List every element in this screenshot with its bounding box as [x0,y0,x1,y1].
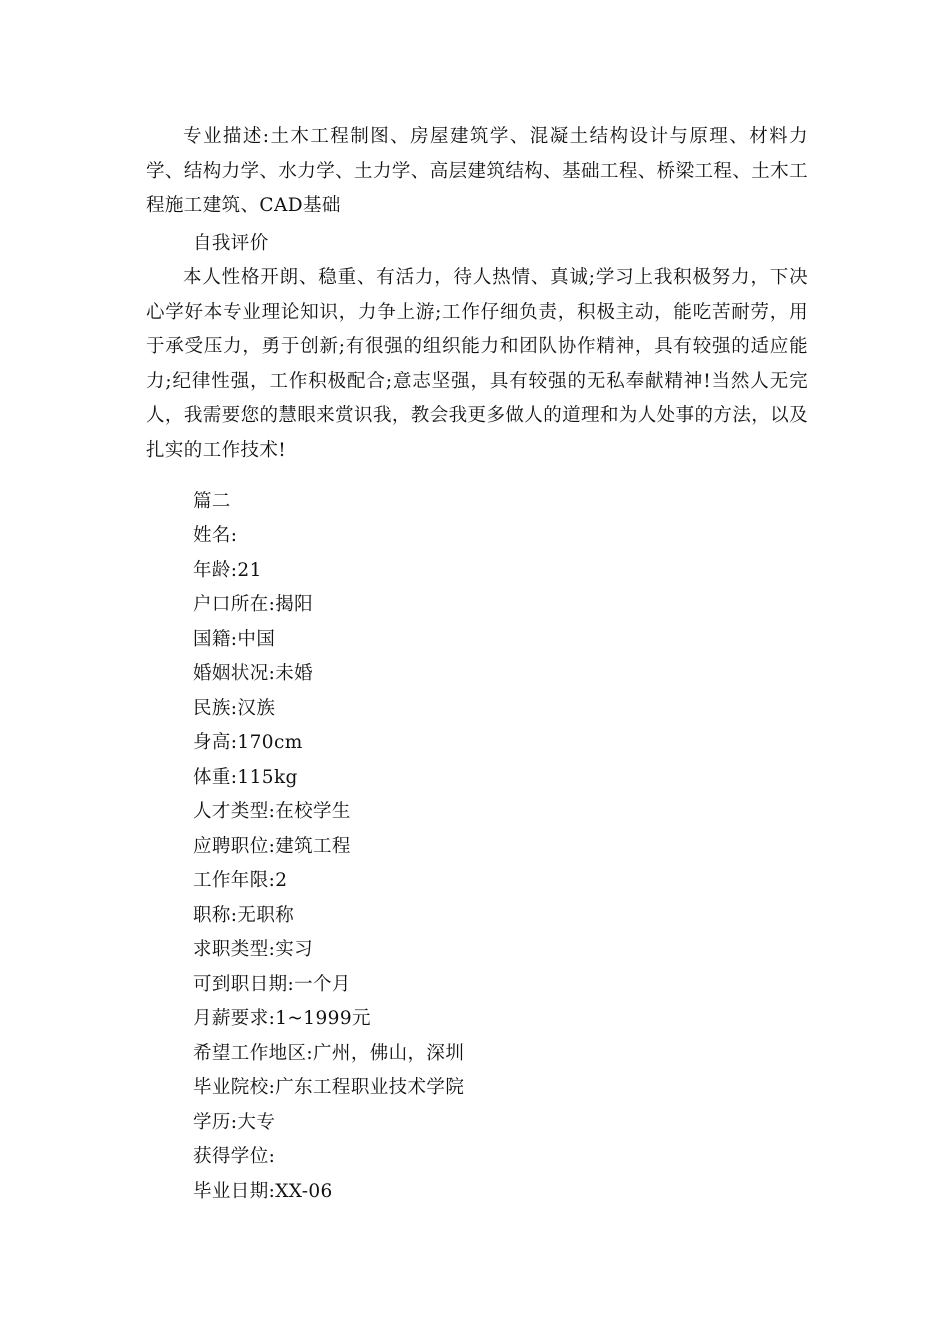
profile-line-age: 年龄:21 [193,560,262,581]
profile-line-name: 姓名: [193,525,238,546]
self-evaluation-heading: 自我评价 [193,233,269,254]
profile-line-degree: 获得学位: [193,1146,276,1167]
profile-line-education: 学历:大专 [193,1112,276,1133]
profile-line-talent-type: 人才类型:在校学生 [193,801,351,822]
profile-line-ethnicity: 民族:汉族 [193,698,276,719]
profile-line-height: 身高:170cm [193,732,303,753]
major-description-block [146,120,808,224]
profile-line-title: 职称:无职称 [193,905,295,926]
self-evaluation-paragraph: 本人性格开朗、稳重、有活力，待人热情、真诚;学习上我积极努力，下决心学好本专业理论知识，力争上游;工作仔细负责，积极主动，能吃苦耐劳，用于承受压力，勇于创新;有很强的组织能力和团队协作精神，具有较强的适应能力;纪律性强，工作积极配合;意志坚强，具有较强的无私奉献精神!当然人无完人，我需要您的慧眼来赏识我，教会我更多做人的道理和为人处事的方法，以及扎实的工作技术! [146,267,808,461]
profile-line-job-type: 求职类型:实习 [193,939,314,960]
part-two-heading: 篇二 [193,491,231,512]
profile-line-weight: 体重:115kg [193,767,298,788]
profile-line-hukou: 户口所在:揭阳 [193,594,314,615]
profile-line-work-area: 希望工作地区:广州，佛山，深圳 [193,1043,465,1064]
profile-line-position: 应聘职位:建筑工程 [193,836,351,857]
profile-line-school: 毕业院校:广东工程职业技术学院 [193,1077,465,1098]
profile-line-salary: 月薪要求:1~1999元 [193,1008,371,1029]
self-evaluation-block [146,261,808,468]
profile-line-nationality: 国籍:中国 [193,629,276,650]
profile-line-graduation-date: 毕业日期:XX-06 [193,1181,333,1202]
major-description-paragraph: 专业描述:土木工程制图、房屋建筑学、混凝土结构设计与原理、材料力学、结构力学、水力学、土力学、高层建筑结构、基础工程、桥梁工程、土木工程施工建筑、CAD基础 [146,126,808,216]
profile-line-work-years: 工作年限:2 [193,870,288,891]
profile-line-marital-status: 婚姻状况:未婚 [193,663,314,684]
profile-line-start-date: 可到职日期:一个月 [193,974,351,995]
